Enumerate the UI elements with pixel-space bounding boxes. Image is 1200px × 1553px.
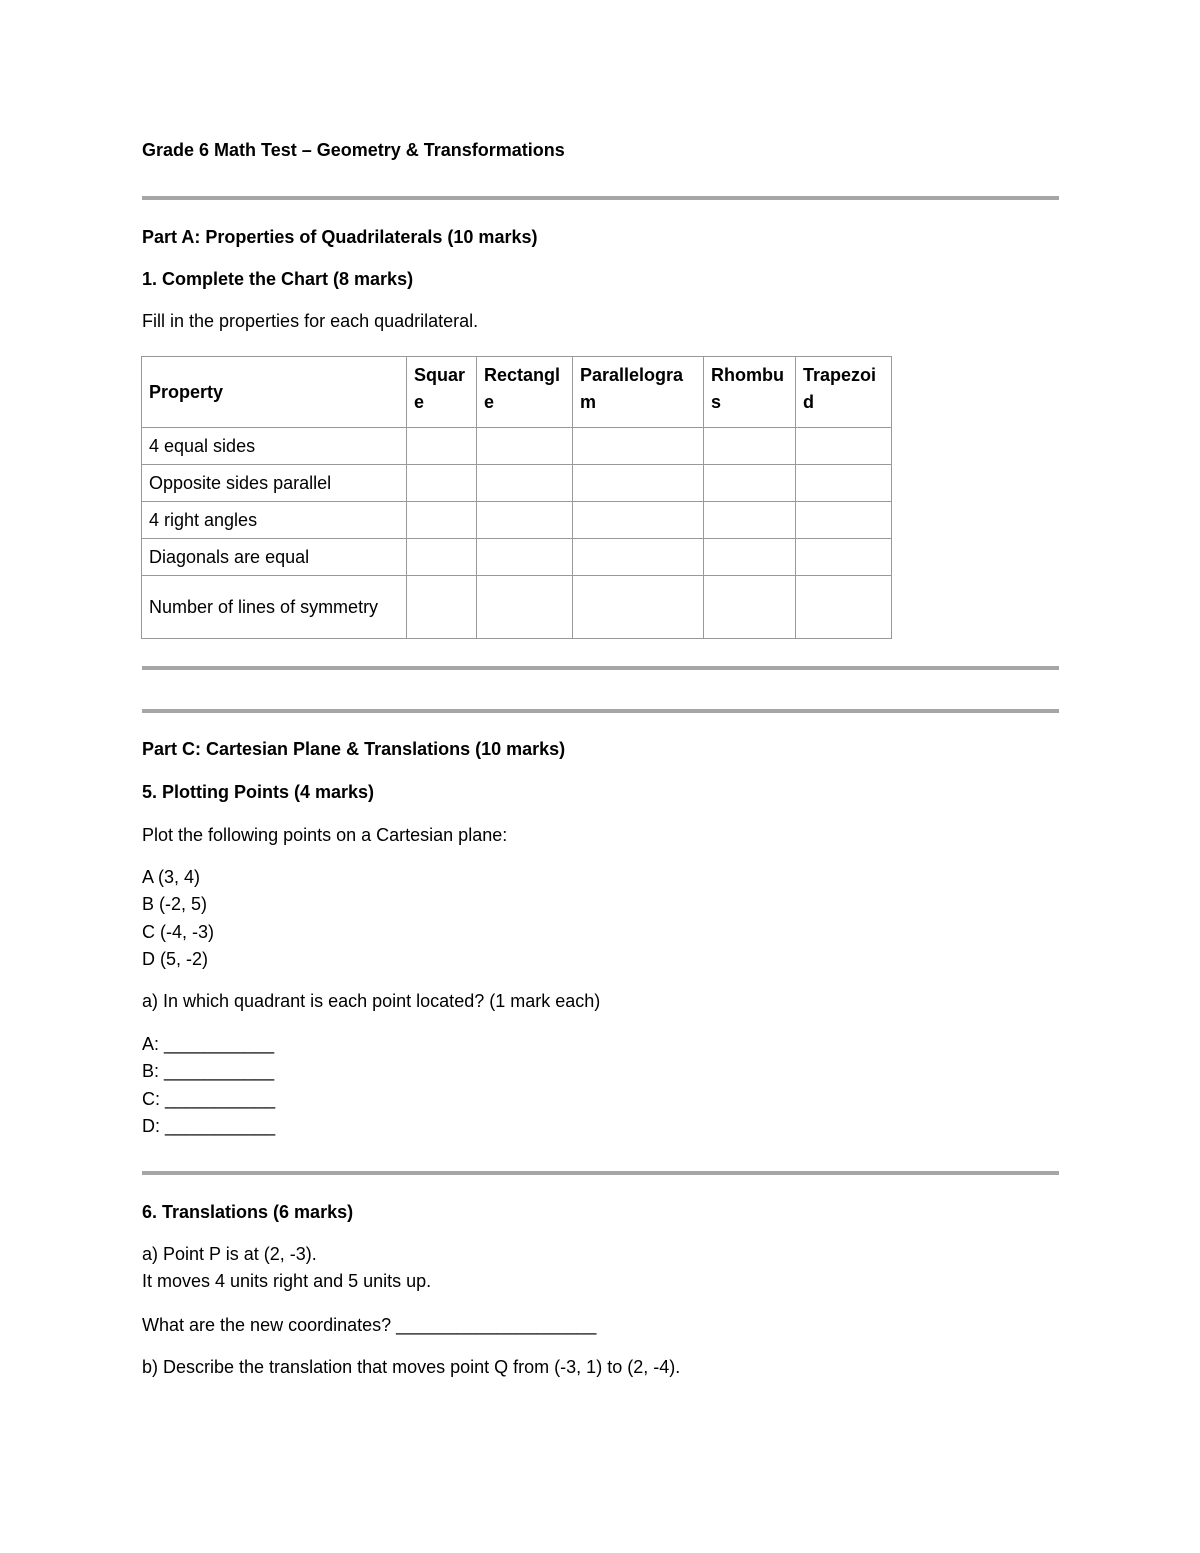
table-header-row xyxy=(142,357,892,428)
section-divider xyxy=(142,709,1059,713)
table-row xyxy=(142,428,892,465)
column-header: Parallelogram xyxy=(573,357,704,428)
column-header: Property xyxy=(142,357,407,428)
section-divider xyxy=(142,196,1059,200)
answer-cell[interactable] xyxy=(407,576,477,639)
column-header: Trapezoid xyxy=(796,357,892,428)
row-label: 4 right angles xyxy=(142,502,407,539)
answer-cell[interactable] xyxy=(573,465,704,502)
question-1-instruction: Fill in the properties for each quadrilateral. xyxy=(142,311,479,331)
question-6b: b) Describe the translation that moves point Q from (-3, 1) to (2, -4). xyxy=(142,1357,681,1377)
answer-cell[interactable] xyxy=(796,576,892,639)
quadrilateral-properties-table xyxy=(141,356,892,639)
answer-cell[interactable] xyxy=(407,502,477,539)
question-6a-line-1: a) Point P is at (2, -3). xyxy=(142,1244,317,1264)
answer-cell[interactable] xyxy=(573,539,704,576)
row-label: 4 equal sides xyxy=(142,428,407,465)
page-title: Grade 6 Math Test – Geometry & Transformations xyxy=(142,140,565,160)
answer-cell[interactable] xyxy=(407,428,477,465)
answer-cell[interactable] xyxy=(477,539,573,576)
column-header: Rhombus xyxy=(704,357,796,428)
answer-line[interactable]: B: ___________ xyxy=(142,1061,275,1081)
answer-cell[interactable] xyxy=(407,465,477,502)
answer-cell[interactable] xyxy=(796,428,892,465)
table-row xyxy=(142,465,892,502)
answer-cell[interactable] xyxy=(407,539,477,576)
question-5a: a) In which quadrant is each point located? (1 mark each) xyxy=(142,991,601,1011)
table-row xyxy=(142,539,892,576)
answer-line[interactable]: A: ___________ xyxy=(142,1034,275,1054)
part-a-heading: Part A: Properties of Quadrilaterals (10 marks) xyxy=(142,227,538,247)
answer-cell[interactable] xyxy=(704,465,796,502)
column-header: Rectangle xyxy=(477,357,573,428)
section-divider xyxy=(142,666,1059,670)
answer-line[interactable]: D: ___________ xyxy=(142,1116,276,1136)
answer-cell[interactable] xyxy=(704,502,796,539)
answer-cell[interactable] xyxy=(573,502,704,539)
table-row xyxy=(142,502,892,539)
column-header: Square xyxy=(407,357,477,428)
question-5-instruction: Plot the following points on a Cartesian plane: xyxy=(142,825,508,845)
answer-line[interactable]: C: ___________ xyxy=(142,1089,276,1109)
answer-cell[interactable] xyxy=(477,428,573,465)
answer-cell[interactable] xyxy=(796,465,892,502)
answer-cell[interactable] xyxy=(704,576,796,639)
answer-cell[interactable] xyxy=(477,502,573,539)
point-item: C (-4, -3) xyxy=(142,922,214,942)
question-6a-line-2: It moves 4 units right and 5 units up. xyxy=(142,1271,432,1291)
point-item: D (5, -2) xyxy=(142,949,209,969)
question-5-heading: 5. Plotting Points (4 marks) xyxy=(142,782,375,802)
part-c-heading: Part C: Cartesian Plane & Translations (10 marks) xyxy=(142,739,566,759)
question-6a-answer[interactable]: What are the new coordinates? ____________________ xyxy=(142,1315,597,1335)
answer-cell[interactable] xyxy=(796,539,892,576)
table-row xyxy=(142,576,892,639)
answer-cell[interactable] xyxy=(573,428,704,465)
row-label: Diagonals are equal xyxy=(142,539,407,576)
answer-cell[interactable] xyxy=(477,576,573,639)
question-6-heading: 6. Translations (6 marks) xyxy=(142,1202,354,1222)
answer-cell[interactable] xyxy=(704,428,796,465)
point-item: B (-2, 5) xyxy=(142,894,208,914)
section-divider xyxy=(142,1171,1059,1175)
row-label: Opposite sides parallel xyxy=(142,465,407,502)
answer-cell[interactable] xyxy=(704,539,796,576)
question-1-heading: 1. Complete the Chart (8 marks) xyxy=(142,269,414,289)
answer-cell[interactable] xyxy=(573,576,704,639)
point-item: A (3, 4) xyxy=(142,867,201,887)
row-label: Number of lines of symmetry xyxy=(142,576,407,639)
answer-cell[interactable] xyxy=(477,465,573,502)
answer-cell[interactable] xyxy=(796,502,892,539)
